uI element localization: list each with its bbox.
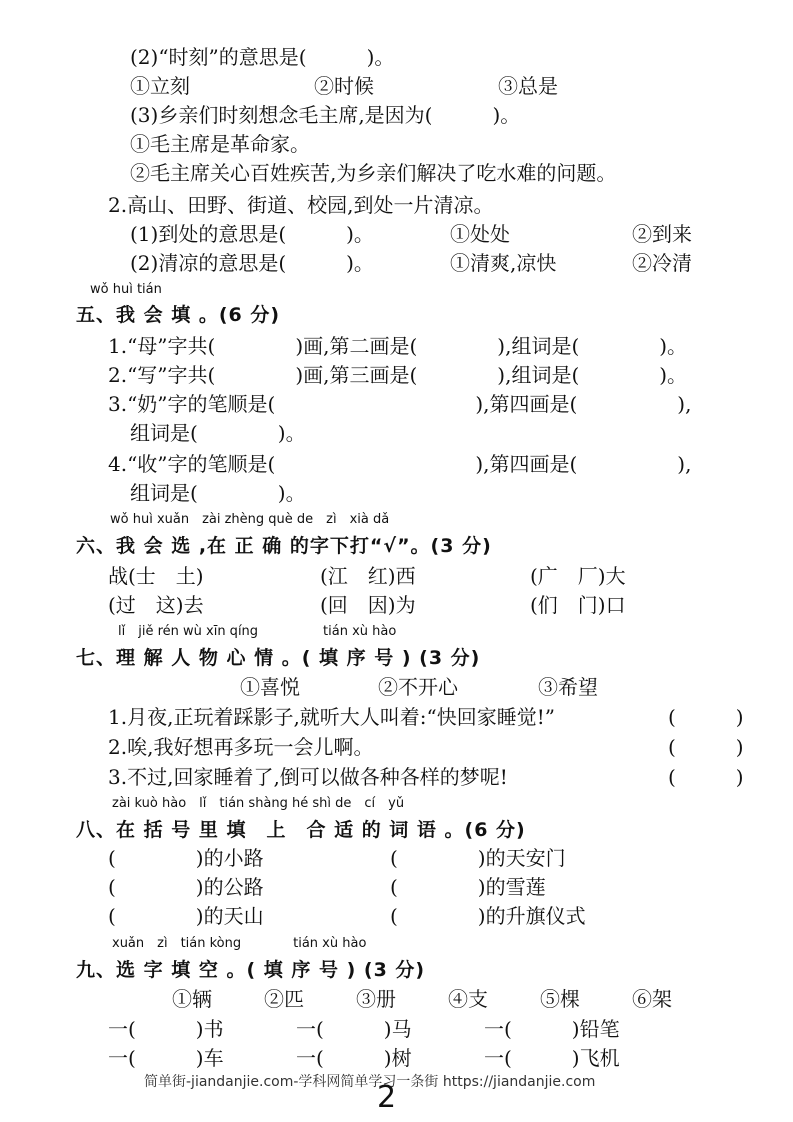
measure-word-3: ③册 <box>356 987 396 1011</box>
mood-answer-3: ( ) <box>668 765 744 789</box>
section-5-line-4: 4.“收”字的笔顺是( ),第四画是( ), <box>108 452 692 476</box>
mood-question-3: 3.不过,回家睡着了,倒可以做各种各样的梦呢! <box>108 765 508 789</box>
item-2-sentence: 2.高山、田野、街道、校园,到处一片清凉。 <box>108 193 494 217</box>
footer-watermark: 简单街-jiandanjie.com-学科网简单学习一条街 https://jiandanjie.com <box>144 1074 596 1090</box>
mood-option-2: ②不开心 <box>378 675 458 699</box>
mood-option-1: ①喜悦 <box>240 675 300 699</box>
sub1-option-2: ②到来 <box>632 222 692 246</box>
choice-5: (回 因)为 <box>320 593 416 617</box>
option-3: ③总是 <box>498 74 558 98</box>
section-5-line-1: 1.“母”字共( )画,第二画是( ),组词是( )。 <box>108 334 688 358</box>
phrase-3: ( )的公路 <box>108 875 264 899</box>
section-7-pinyin: lǐ jiě rén wù xīn qíng tián xù hào <box>118 624 397 639</box>
choice-1: 战(士 土) <box>108 564 204 588</box>
measure-word-4: ④支 <box>448 987 488 1011</box>
measure-word-1: ①辆 <box>172 987 212 1011</box>
option-2: ②时候 <box>314 74 374 98</box>
fill-6: 一( )飞机 <box>484 1046 620 1070</box>
fill-3: 一( )铅笔 <box>484 1017 620 1041</box>
section-5-line-3: 3.“奶”字的笔顺是( ),第四画是( ), <box>108 392 692 416</box>
fill-5: 一( )树 <box>296 1046 412 1070</box>
section-6-pinyin: wǒ huì xuǎn zài zhèng què de zì xià dǎ <box>110 512 390 527</box>
choice-6: (们 门)口 <box>530 593 626 617</box>
phrase-6: ( )的升旗仪式 <box>390 904 586 928</box>
mood-answer-1: ( ) <box>668 705 744 729</box>
sub2-option-1: ①清爽,凉快 <box>450 251 557 275</box>
section-6-title: 六、我 会 选 ,在 正 确 的字下打“√”。(3 分) <box>76 535 492 557</box>
mood-option-3: ③希望 <box>538 675 598 699</box>
measure-word-5: ⑤棵 <box>540 987 580 1011</box>
question-2-time-meaning: (2)“时刻”的意思是( )。 <box>130 45 395 69</box>
section-5-title: 五、我 会 填 。(6 分) <box>76 304 281 326</box>
section-5-line-4b: 组词是( )。 <box>130 481 306 505</box>
fill-1: 一( )书 <box>108 1017 224 1041</box>
reason-option-1: ①毛主席是革命家。 <box>130 132 310 156</box>
choice-4: (过 这)去 <box>108 593 204 617</box>
phrase-5: ( )的天山 <box>108 904 264 928</box>
option-1: ①立刻 <box>130 74 190 98</box>
question-3-reason: (3)乡亲们时刻想念毛主席,是因为( )。 <box>130 103 521 127</box>
reason-option-2: ②毛主席关心百姓疾苦,为乡亲们解决了吃水难的问题。 <box>130 161 617 185</box>
choice-2: (江 红)西 <box>320 564 416 588</box>
section-7-title: 七、理 解 人 物 心 情 。( 填 序 号 ) (3 分) <box>76 647 481 669</box>
sub2-option-2: ②冷清 <box>632 251 692 275</box>
phrase-4: ( )的雪莲 <box>390 875 546 899</box>
mood-answer-2: ( ) <box>668 735 744 759</box>
section-9-title: 九、选 字 填 空 。( 填 序 号 ) (3 分) <box>76 959 426 981</box>
section-5-line-3b: 组词是( )。 <box>130 421 306 445</box>
phrase-2: ( )的天安门 <box>390 846 566 870</box>
section-9-pinyin: xuǎn zì tián kòng tián xù hào <box>112 936 367 951</box>
sub1-option-1: ①处处 <box>450 222 510 246</box>
page-number: 2 <box>377 1080 397 1115</box>
section-8-pinyin: zài kuò hào lǐ tián shàng hé shì de cí yǔ <box>112 796 405 811</box>
section-5-pinyin: wǒ huì tián <box>90 282 162 297</box>
sub-question-1: (1)到处的意思是( )。 <box>130 222 374 246</box>
fill-2: 一( )马 <box>296 1017 412 1041</box>
section-8-title: 八、在 括 号 里 填 上 合 适 的 词 语 。(6 分) <box>76 819 526 841</box>
choice-3: (广 厂)大 <box>530 564 626 588</box>
section-5-line-2: 2.“写”字共( )画,第三画是( ),组词是( )。 <box>108 363 688 387</box>
measure-word-2: ②匹 <box>264 987 304 1011</box>
mood-question-1: 1.月夜,正玩着踩影子,就听大人叫着:“快回家睡觉!” <box>108 705 556 729</box>
fill-4: 一( )车 <box>108 1046 224 1070</box>
measure-word-6: ⑥架 <box>632 987 672 1011</box>
mood-question-2: 2.唉,我好想再多玩一会儿啊。 <box>108 735 374 759</box>
phrase-1: ( )的小路 <box>108 846 264 870</box>
sub-question-2: (2)清凉的意思是( )。 <box>130 251 374 275</box>
